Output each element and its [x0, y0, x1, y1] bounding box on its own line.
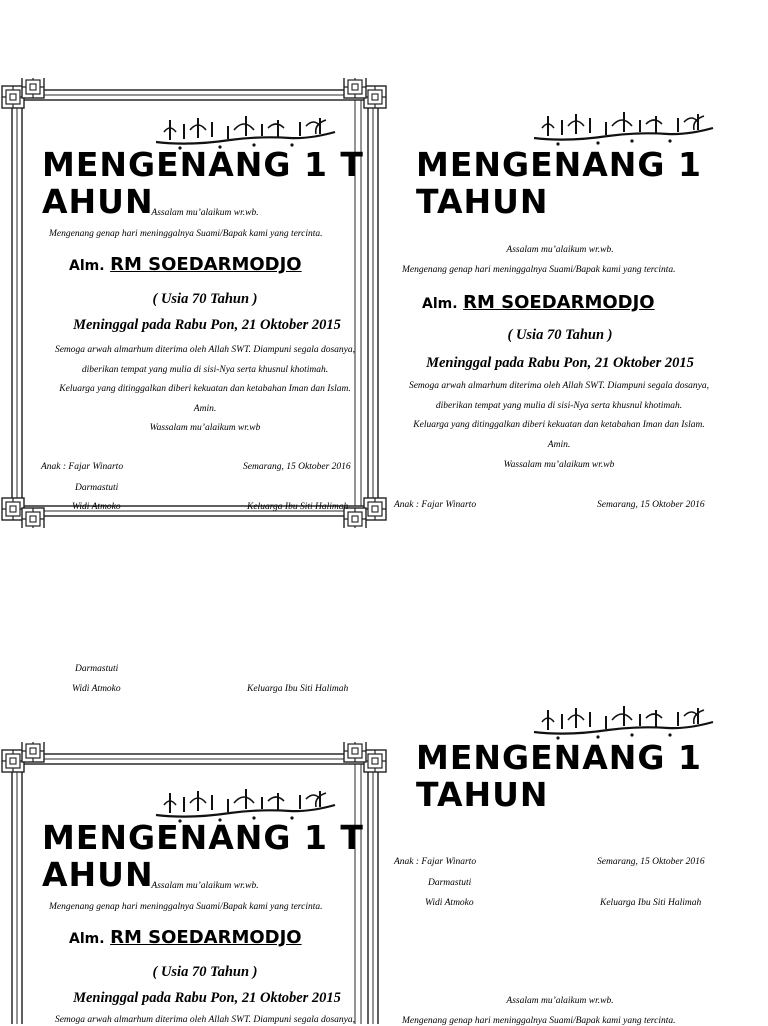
prayer-2: diberikan tempat yang mulia di sisi-Nya serta khusnul khotimah. — [81, 365, 329, 375]
card-title: MENGENANG 1 T AHUN — [42, 818, 364, 894]
card-title: MENGENANG 1 TAHUN — [416, 145, 702, 221]
place-date: Semarang, 15 Oktober 2016 — [597, 857, 705, 867]
closing: Wassalam mu’alaikum wr.wb — [149, 423, 261, 433]
death-line: Meninggal pada Rabu Pon, 21 Oktober 2015 — [73, 317, 341, 333]
children-label: Anak : Fajar Winarto — [41, 462, 124, 472]
basmalah-calligraphy — [528, 702, 718, 742]
card-title: MENGENANG 1 TAHUN — [416, 738, 702, 814]
death-line: Meninggal pada Rabu Pon, 21 Oktober 2015 — [426, 355, 694, 371]
prayer-1: Semoga arwah almarhum diterima oleh Allah SWT. Diampuni segala dosanya, — [54, 1015, 356, 1025]
deceased-name: Alm. RM SOEDARMODJO — [422, 292, 655, 313]
child-2: Darmastuti — [75, 664, 119, 674]
child-3: Widi Atmoko — [72, 502, 121, 512]
prayer-1: Semoga arwah almarhum diterima oleh Allah SWT. Diampuni segala dosanya, — [408, 381, 710, 391]
greeting: Assalam mu’alaikum wr.wb. — [151, 881, 259, 891]
basmalah-calligraphy — [150, 785, 340, 825]
deceased-name: Alm. RM SOEDARMODJO — [69, 927, 302, 948]
prayer-1: Semoga arwah almarhum diterima oleh Allah SWT. Diampuni segala dosanya, — [54, 345, 356, 355]
closing: Wassalam mu’alaikum wr.wb — [503, 460, 615, 470]
amin: Amin. — [547, 440, 571, 450]
age: ( Usia 70 Tahun ) — [152, 291, 258, 307]
age: ( Usia 70 Tahun ) — [507, 327, 613, 343]
family: Keluarga Ibu Siti Halimah — [247, 502, 349, 512]
child-2: Darmastuti — [75, 483, 119, 493]
children-label: Anak : Fajar Winarto — [394, 857, 477, 867]
greeting: Assalam mu’alaikum wr.wb. — [151, 208, 259, 218]
death-line: Meninggal pada Rabu Pon, 21 Oktober 2015 — [73, 990, 341, 1006]
prayer-3: Keluarga yang ditinggalkan diberi kekuatan dan ketabahan Iman dan Islam. — [413, 420, 705, 430]
child-3: Widi Atmoko — [425, 898, 474, 908]
children-label: Anak : Fajar Winarto — [394, 500, 477, 510]
place-date: Semarang, 15 Oktober 2016 — [243, 462, 351, 472]
intro: Mengenang genap hari meninggalnya Suami/Bapak kami yang tercinta. — [49, 902, 323, 912]
family: Keluarga Ibu Siti Halimah — [247, 684, 349, 694]
child-3: Widi Atmoko — [72, 684, 121, 694]
family: Keluarga Ibu Siti Halimah — [600, 898, 702, 908]
intro: Mengenang genap hari meninggalnya Suami/Bapak kami yang tercinta. — [402, 265, 676, 275]
intro: Mengenang genap hari meninggalnya Suami/Bapak kami yang tercinta. — [402, 1016, 676, 1026]
place-date: Semarang, 15 Oktober 2016 — [597, 500, 705, 510]
amin: Amin. — [193, 404, 217, 414]
child-2: Darmastuti — [428, 878, 472, 888]
intro: Mengenang genap hari meninggalnya Suami/Bapak kami yang tercinta. — [49, 229, 323, 239]
basmalah-calligraphy — [150, 112, 340, 152]
deceased-name: Alm. RM SOEDARMODJO — [69, 254, 302, 275]
basmalah-calligraphy — [528, 108, 718, 148]
greeting: Assalam mu’alaikum wr.wb. — [506, 996, 614, 1006]
greeting: Assalam mu’alaikum wr.wb. — [506, 245, 614, 255]
card-title: MENGENANG 1 T AHUN — [42, 145, 364, 221]
prayer-2: diberikan tempat yang mulia di sisi-Nya serta khusnul khotimah. — [435, 401, 683, 411]
prayer-3: Keluarga yang ditinggalkan diberi kekuatan dan ketabahan Iman dan Islam. — [59, 384, 351, 394]
age: ( Usia 70 Tahun ) — [152, 964, 258, 980]
